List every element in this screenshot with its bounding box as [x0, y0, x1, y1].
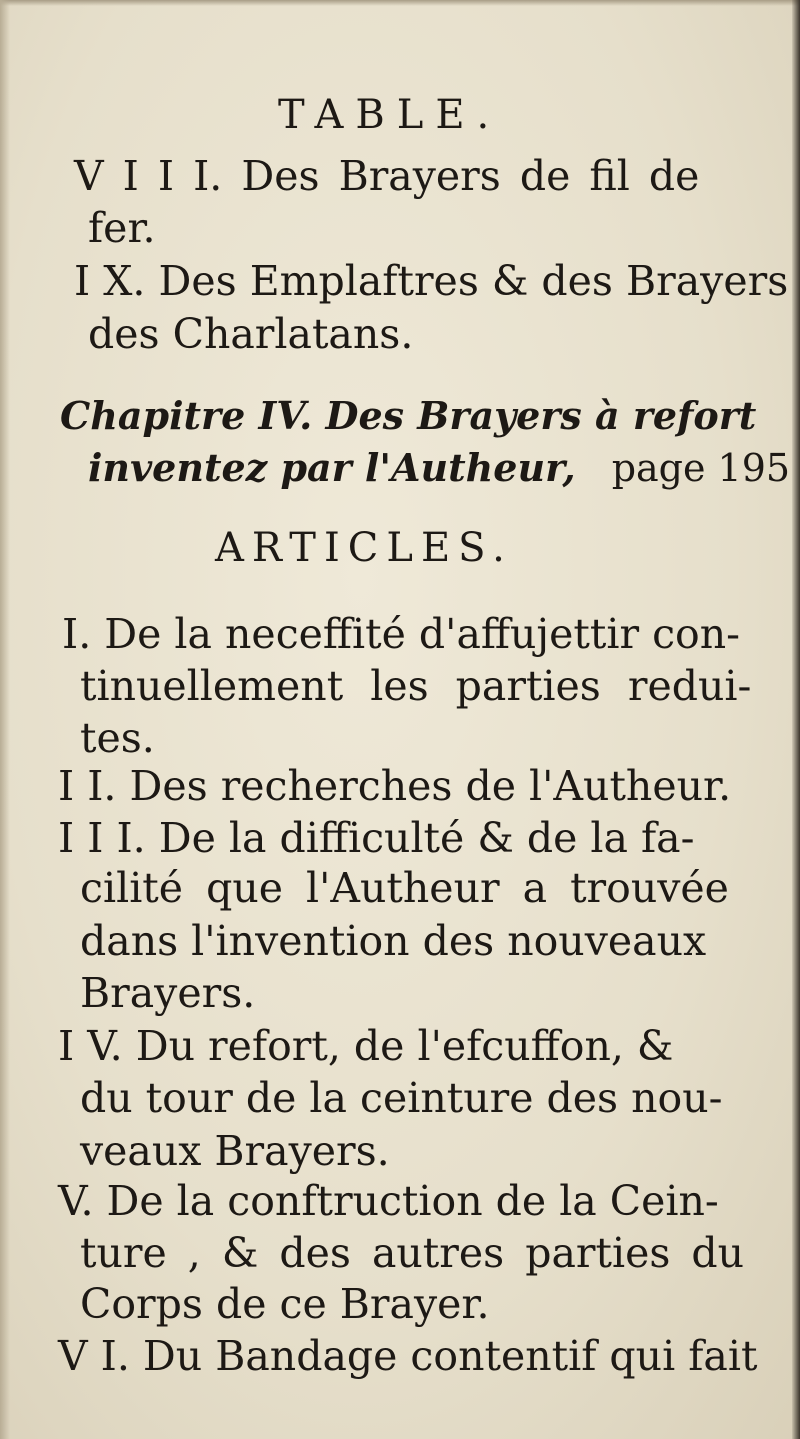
article-line-4: I I. Des recherches de l'Autheur. — [58, 762, 732, 810]
table-line-4: des Charlatans. — [88, 310, 414, 358]
article-line-7: dans l'invention des nouveaux — [80, 917, 707, 965]
article-line-11: veaux Brayers. — [80, 1127, 390, 1175]
article-line-2: tinuellement les parties redui- — [80, 662, 752, 710]
article-line-3: tes. — [80, 714, 155, 762]
table-line-1: V I I I. Des Brayers de fil de — [74, 152, 700, 200]
article-line-8: Brayers. — [80, 969, 256, 1017]
article-line-6: cilité que l'Autheur a trouvée — [80, 864, 729, 912]
article-line-9: I V. Du refort, de l'efcuffon, & — [58, 1022, 674, 1070]
article-line-12: V. De la conftruction de la Cein- — [58, 1177, 719, 1225]
article-line-1: I. De la neceffité d'affujettir con- — [62, 610, 741, 658]
articles-heading: ARTICLES. — [215, 525, 513, 571]
chapter-title-line1: Chapitre IV. Des Brayers à refort — [60, 393, 757, 438]
article-line-15: V I. Du Bandage contentif qui fait — [58, 1332, 758, 1380]
page-edge-left — [0, 0, 10, 1439]
article-line-5: I I I. De la difficulté & de la fa- — [58, 814, 695, 862]
page-edge-right — [792, 0, 800, 1439]
page-edge-top — [0, 0, 800, 6]
table-line-3: I X. Des Emplaftres & des Brayers — [74, 257, 789, 305]
running-head: TABLE. — [278, 92, 502, 138]
article-line-10: du tour de la ceinture des nou- — [80, 1074, 723, 1122]
chapter-title-italic: inventez par l'Autheur, — [88, 445, 576, 490]
table-line-2: fer. — [88, 204, 156, 252]
chapter-page-number: page 195 — [611, 446, 791, 490]
article-line-14: Corps de ce Brayer. — [80, 1280, 490, 1328]
article-line-13: ture , & des autres parties du — [80, 1229, 745, 1277]
chapter-title-line2 — [88, 442, 790, 494]
